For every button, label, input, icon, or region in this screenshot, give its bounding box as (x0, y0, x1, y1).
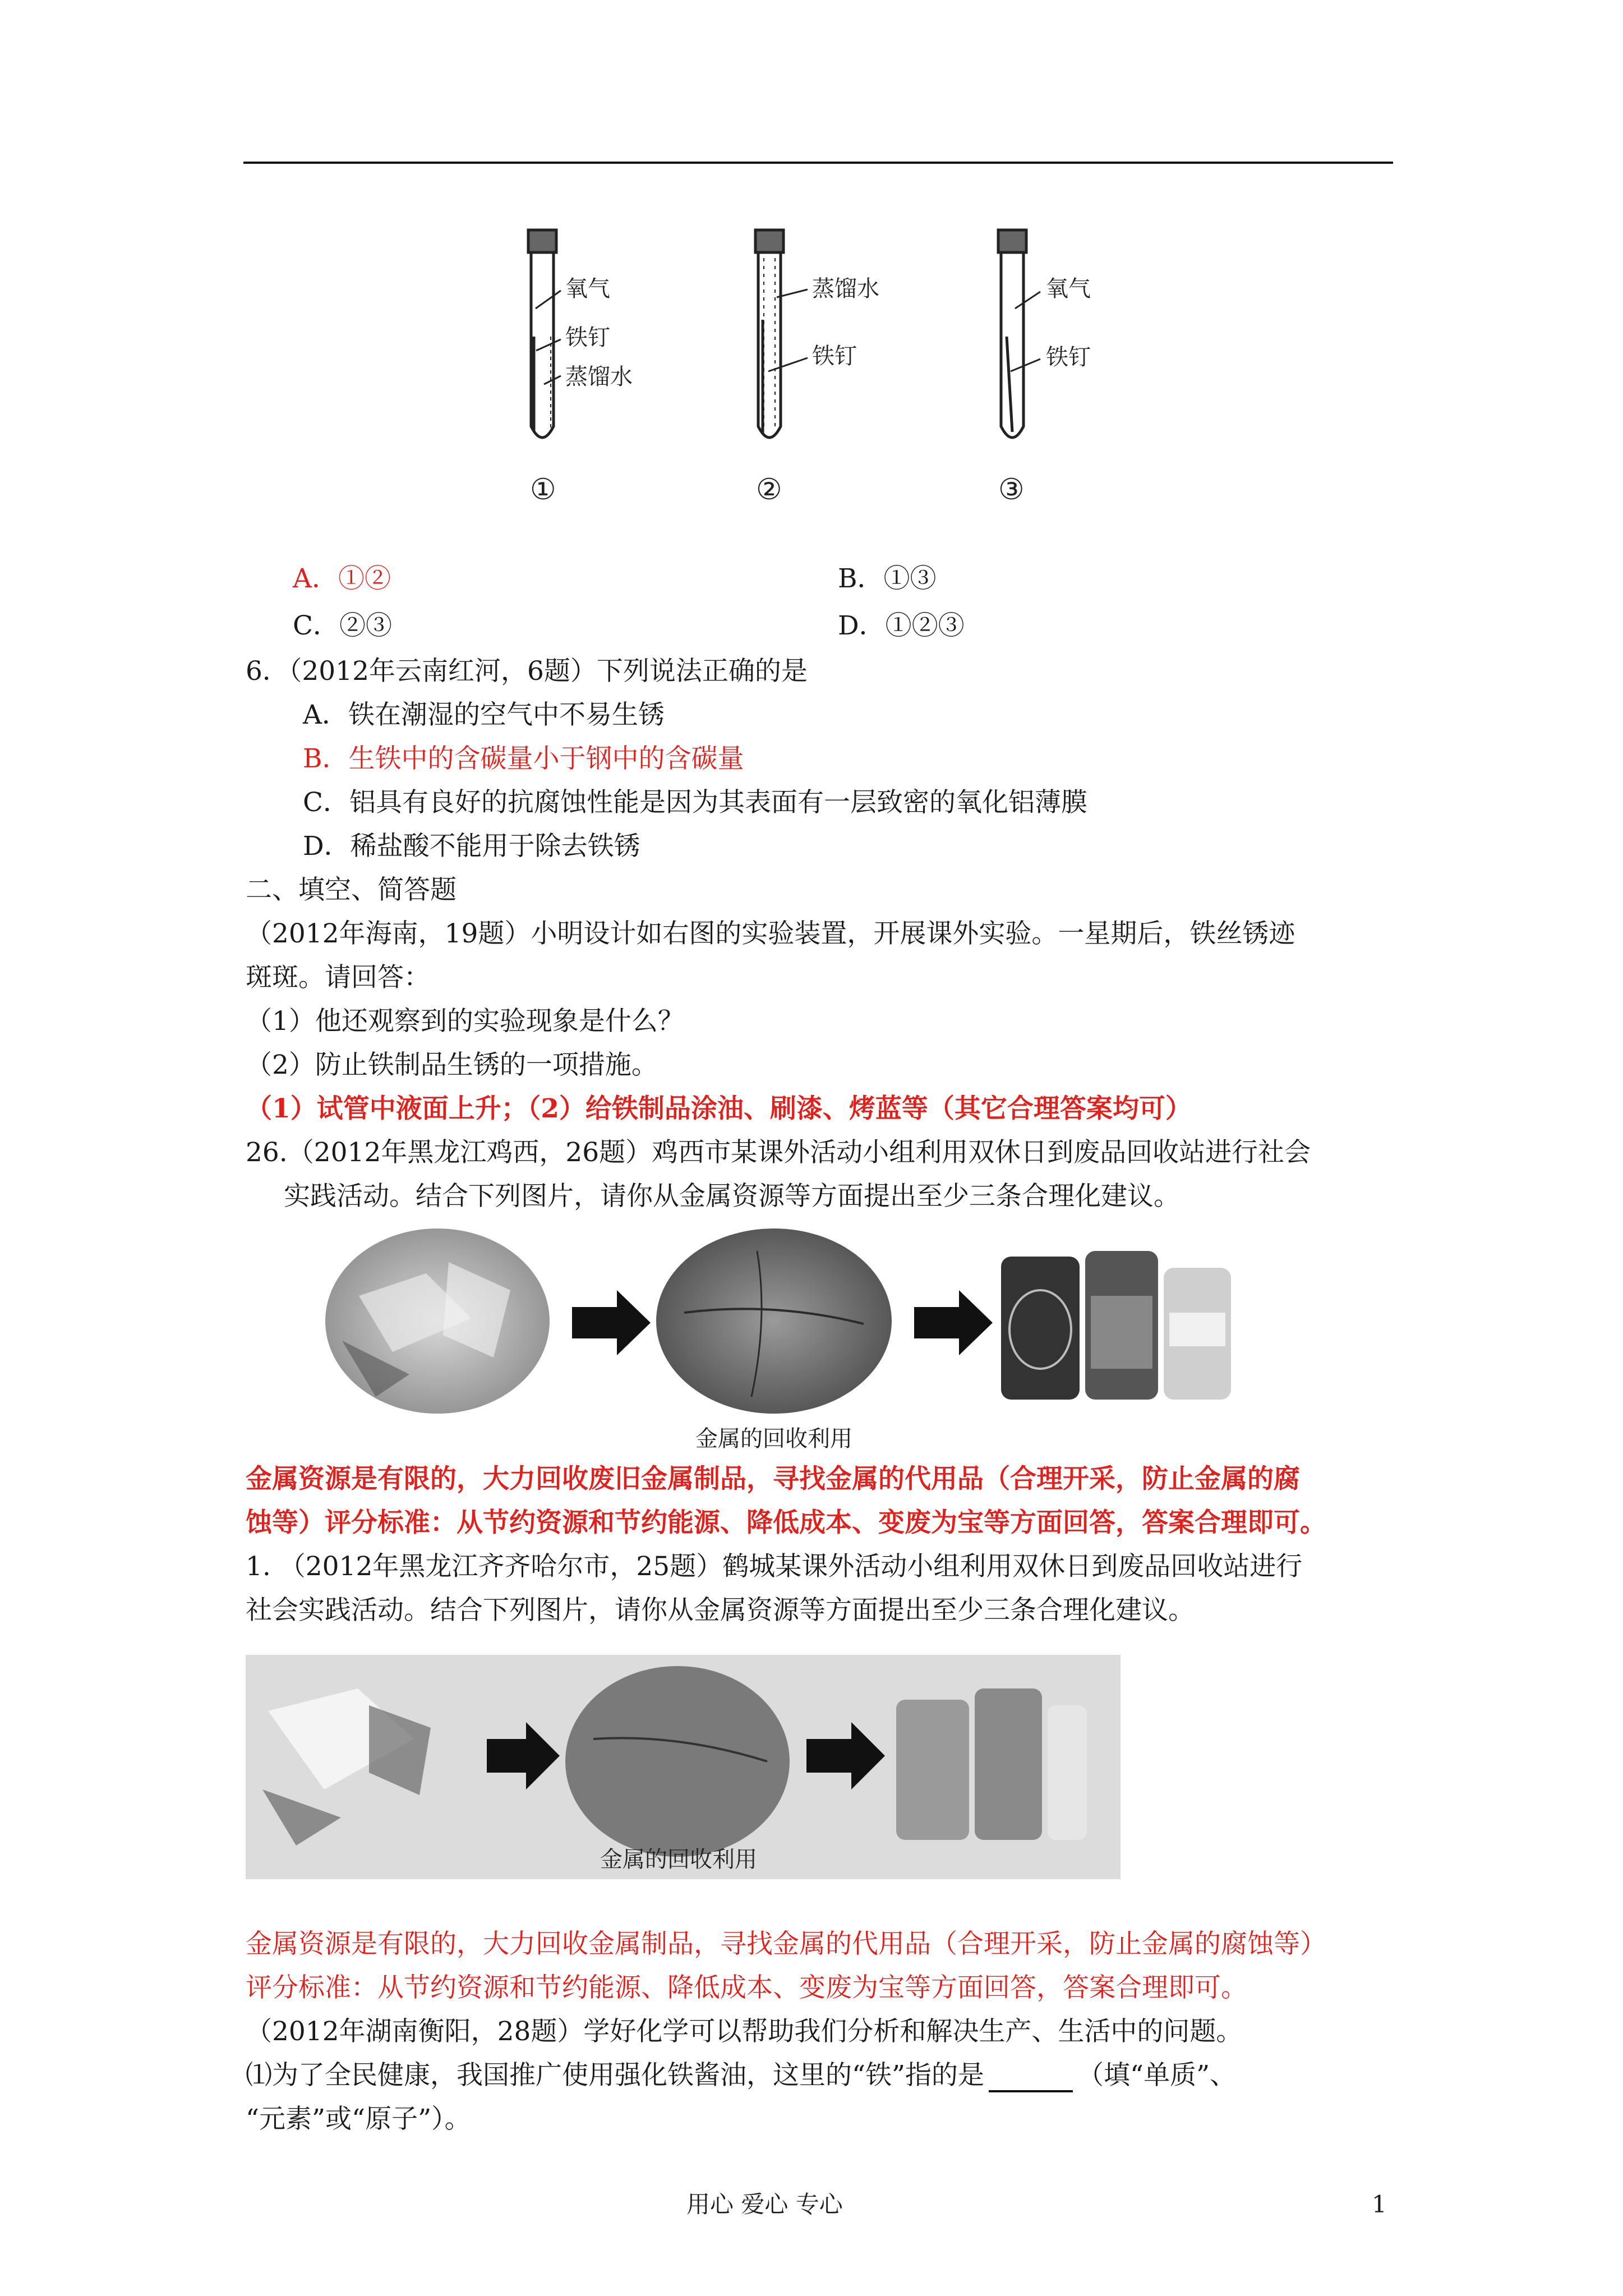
q26-answer-line1: 金属资源是有限的，大力回收废旧金属制品，寻找金属的代用品（合理开采，防止金属的腐 (246, 1464, 1300, 1494)
q5-option-a: A．①② (293, 563, 391, 594)
q28-line2-end: （填“单质”、 (1077, 2060, 1237, 2091)
q1-line2: 社会实践活动。结合下列图片，请你从金属资源等方面提出至少三条合理化建议。 (246, 1595, 1195, 1626)
hainan-q1: （1）他还观察到的实验现象是什么？ (246, 1006, 684, 1037)
rusted-metal-photo (565, 1666, 790, 1857)
q26-line2: 实践活动。结合下列图片，请你从金属资源等方面提出至少三条合理化建议。 (284, 1181, 1180, 1212)
stopper-icon (755, 230, 783, 252)
tube-3-label-top: 氧气 (1046, 276, 1091, 302)
q6-option-a: A．铁在潮湿的空气中不易生锈 (303, 700, 665, 730)
tube-3-number: ③ (998, 473, 1025, 507)
stopper-icon (998, 230, 1026, 252)
q6-option-b: B．生铁中的含碳量小于钢中的含碳量 (303, 743, 744, 774)
can-icon (975, 1688, 1042, 1840)
footer-slogan: 用心 爱心 专心 (686, 2191, 843, 2218)
tube-1-number: ① (530, 473, 556, 507)
hainan-answer: （1）试管中液面上升；（2）给铁制品涂油、刷漆、烤蓝等（其它合理答案均可） (246, 1093, 1192, 1124)
q1-answer-line1: 金属资源是有限的，大力回收金属制品，寻找金属的代用品（合理开采，防止金属的腐蚀等） (246, 1929, 1326, 1959)
tube-1-label-top: 氧气 (565, 276, 610, 302)
recycling-image-1 (325, 1228, 1251, 1419)
hainan-line1: （2012年海南，19题）小明设计如右图的实验装置，开展课外实验。一星期后，铁丝锈迹 (246, 918, 1295, 949)
q26-answer-line2: 蚀等）评分标准：从节约资源和节约能源、降低成本、变废为宝等方面回答，答案合理即可。 (246, 1507, 1326, 1538)
tube-1-label-bottom: 蒸馏水 (565, 364, 633, 390)
q1-caption: 金属的回收利用 (600, 1847, 757, 1872)
q6-option-d: D．稀盐酸不能用于除去铁锈 (303, 831, 640, 862)
q28-line3: “元素”或“原子”）。 (246, 2104, 471, 2134)
header-rule (243, 162, 1393, 164)
section-heading: 二、填空、简答题 (246, 875, 457, 905)
arrow-icon (914, 1290, 993, 1355)
test-tube-diagram (494, 224, 1166, 516)
can-icon (1001, 1257, 1080, 1400)
tube-2-label-mid: 铁钉 (812, 343, 857, 369)
tube-2-label-top: 蒸馏水 (812, 276, 879, 302)
answer-blank[interactable] (989, 2065, 1073, 2092)
hainan-line2: 斑斑。请回答： (246, 962, 430, 993)
can-icon (1048, 1705, 1087, 1840)
tube-1-label-mid: 铁钉 (565, 325, 610, 351)
tube-3-label-mid: 铁钉 (1046, 344, 1091, 370)
can-icon (896, 1700, 969, 1840)
stopper-icon (528, 230, 556, 252)
page-number: 1 (1372, 2191, 1387, 2218)
q5-option-b: B．①③ (838, 563, 937, 594)
tube-2-number: ② (756, 473, 782, 507)
q6-stem: 6．（2012年云南红河，6题）下列说法正确的是 (246, 656, 808, 687)
q5-option-c: C．②③ (293, 610, 392, 641)
arrow-icon (572, 1290, 651, 1355)
hainan-q2: （2）防止铁制品生锈的一项措施。 (246, 1050, 658, 1080)
q1-line1: 1. （2012年黑龙江齐齐哈尔市，25题）鹤城某课外活动小组利用双休日到废品回收站进行 (246, 1551, 1303, 1582)
q28-line2 (246, 2059, 1236, 2092)
q1-answer-line2: 评分标准：从节约资源和节约能源、降低成本、变废为宝等方面回答，答案合理即可。 (246, 1972, 1247, 2003)
q26-line1: 26.（2012年黑龙江鸡西，26题）鸡西市某课外活动小组利用双休日到废品回收站进行社会 (246, 1137, 1311, 1168)
q26-caption: 金属的回收利用 (695, 1426, 852, 1452)
q5-option-d: D．①②③ (838, 610, 965, 641)
q6-option-c: C．铝具有良好的抗腐蚀性能是因为其表面有一层致密的氧化铝薄膜 (303, 787, 1087, 818)
q28-line1: （2012年湖南衡阳，28题）学好化学可以帮助我们分析和解决生产、生活中的问题。 (246, 2016, 1243, 2047)
q28-line2-text: ⑴为了全民健康，我国推广使用强化铁酱油，这里的“铁”指的是 (246, 2060, 985, 2091)
